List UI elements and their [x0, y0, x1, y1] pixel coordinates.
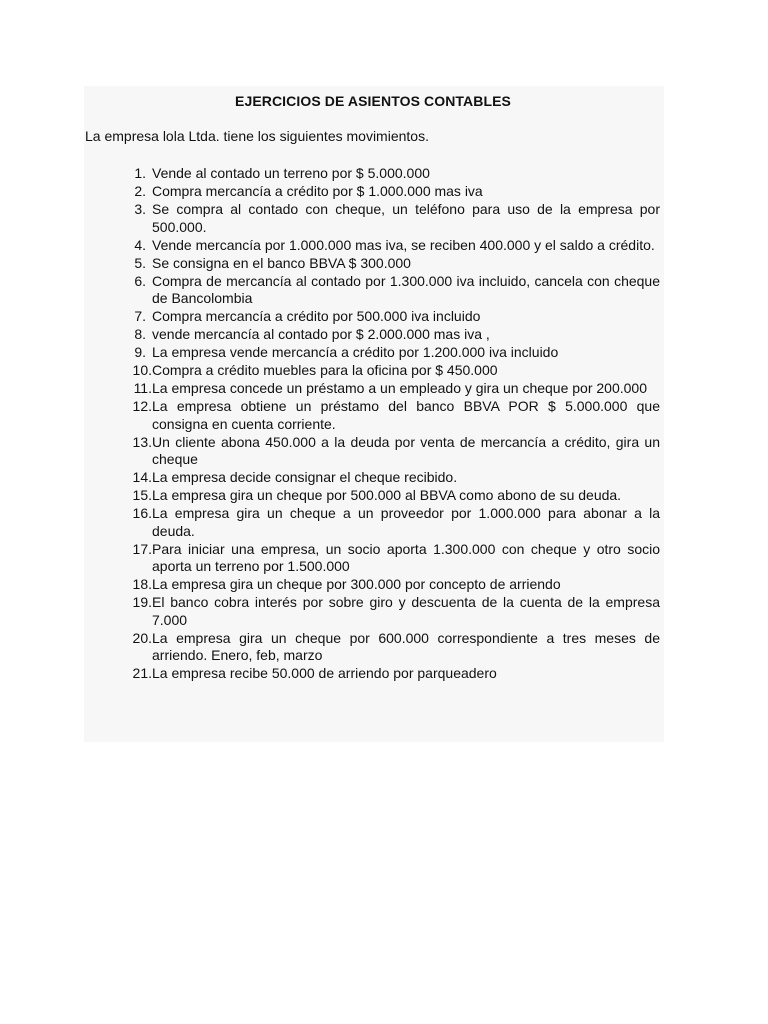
item-text: Para iniciar una empresa, un socio aporta 1.300.000 con cheque y otro socio aporta un terreno por 1.500.000	[152, 540, 660, 574]
item-number: 20.	[132, 629, 152, 646]
list-item	[118, 237, 660, 255]
item-text: La empresa gira un cheque por 600.000 correspondiente a tres meses de arriendo. Enero, feb, marzo	[152, 629, 660, 663]
item-text: Vende al contado un terreno por $ 5.000.000	[152, 165, 430, 181]
item-text: Compra de mercancía al contado por 1.300.000 iva incluido, cancela con cheque de Bancolombia	[152, 272, 660, 306]
item-text: La empresa vende mercancía a crédito por 1.200.000 iva incluido	[152, 344, 559, 360]
item-text: Se compra al contado con cheque, un teléfono para uso de la empresa por 500.000.	[152, 201, 660, 235]
item-text: Compra a crédito muebles para la oficina por $ 450.000	[152, 362, 498, 378]
item-number: 11.	[133, 380, 152, 396]
item-text: Vende mercancía por 1.000.000 mas iva, se reciben 400.000 y el saldo a crédito.	[152, 236, 655, 253]
list-item	[118, 344, 660, 362]
item-number: 8.	[134, 326, 146, 342]
item-number: 12.	[132, 398, 152, 414]
list-item	[118, 255, 660, 273]
list-item	[118, 541, 660, 576]
list-item	[118, 469, 660, 487]
item-number: 18.	[132, 576, 152, 592]
item-number: 2.	[134, 183, 146, 199]
item-text: La empresa gira un cheque a un proveedor por 1.000.000 para abonar a la deuda.	[152, 505, 660, 539]
exercise-list	[118, 165, 660, 683]
list-item	[118, 594, 660, 629]
item-number: 5.	[134, 254, 146, 271]
item-text: Se consigna en el banco BBVA $ 300.000	[152, 254, 411, 271]
item-number: 1.	[134, 165, 146, 181]
item-number: 6.	[134, 272, 146, 289]
item-text: La empresa decide consignar el cheque recibido.	[152, 469, 458, 485]
list-item	[118, 487, 660, 505]
item-number: 19.	[132, 594, 152, 610]
list-item	[118, 273, 660, 308]
item-number: 21.	[132, 665, 152, 681]
list-item	[118, 165, 660, 183]
list-item	[118, 362, 660, 380]
list-item	[118, 380, 660, 398]
item-number: 10.	[132, 362, 152, 378]
item-number: 13.	[132, 433, 152, 450]
item-text: La empresa gira un cheque por 300.000 por concepto de arriendo	[152, 576, 561, 592]
list-item	[118, 576, 660, 594]
list-item	[118, 183, 660, 201]
item-text: Compra mercancía a crédito por $ 1.000.000 mas iva	[152, 183, 483, 199]
item-number: 14.	[132, 469, 152, 485]
item-text: El banco cobra interés por sobre giro y descuenta de la cuenta de la empresa 7.000	[152, 594, 660, 628]
item-number: 16.	[132, 505, 152, 521]
item-text: La empresa gira un cheque por 500.000 al BBVA como abono de su deuda.	[152, 487, 622, 503]
intro-text: La empresa lola Ltda. tiene los siguientes movimientos.	[85, 128, 429, 144]
list-item	[118, 308, 660, 326]
list-item	[118, 398, 660, 433]
list-item	[118, 505, 660, 540]
item-number: 7.	[134, 308, 146, 324]
list-item	[118, 434, 660, 469]
item-number: 15.	[132, 487, 152, 503]
list-item	[118, 665, 660, 683]
document-title: EJERCICIOS DE ASIENTOS CONTABLES	[235, 93, 511, 109]
item-number: 3.	[134, 201, 146, 217]
item-text: vende mercancía al contado por $ 2.000.000 mas iva ,	[152, 326, 490, 342]
item-number: 4.	[134, 236, 146, 253]
item-text: La empresa concede un préstamo a un empleado y gira un cheque por 200.000	[152, 380, 648, 396]
item-text: Un cliente abona 450.000 a la deuda por venta de mercancía a crédito, gira un cheque	[152, 433, 660, 467]
item-number: 17.	[132, 540, 152, 557]
list-item	[118, 326, 660, 344]
item-text: La empresa recibe 50.000 de arriendo por parqueadero	[152, 665, 497, 681]
item-text: Compra mercancía a crédito por 500.000 iva incluido	[152, 308, 481, 324]
list-item	[118, 630, 660, 665]
item-text: La empresa obtiene un préstamo del banco BBVA POR $ 5.000.000 que consigna en cuenta corriente.	[152, 398, 660, 432]
list-item	[118, 201, 660, 236]
item-number: 9.	[134, 344, 146, 360]
